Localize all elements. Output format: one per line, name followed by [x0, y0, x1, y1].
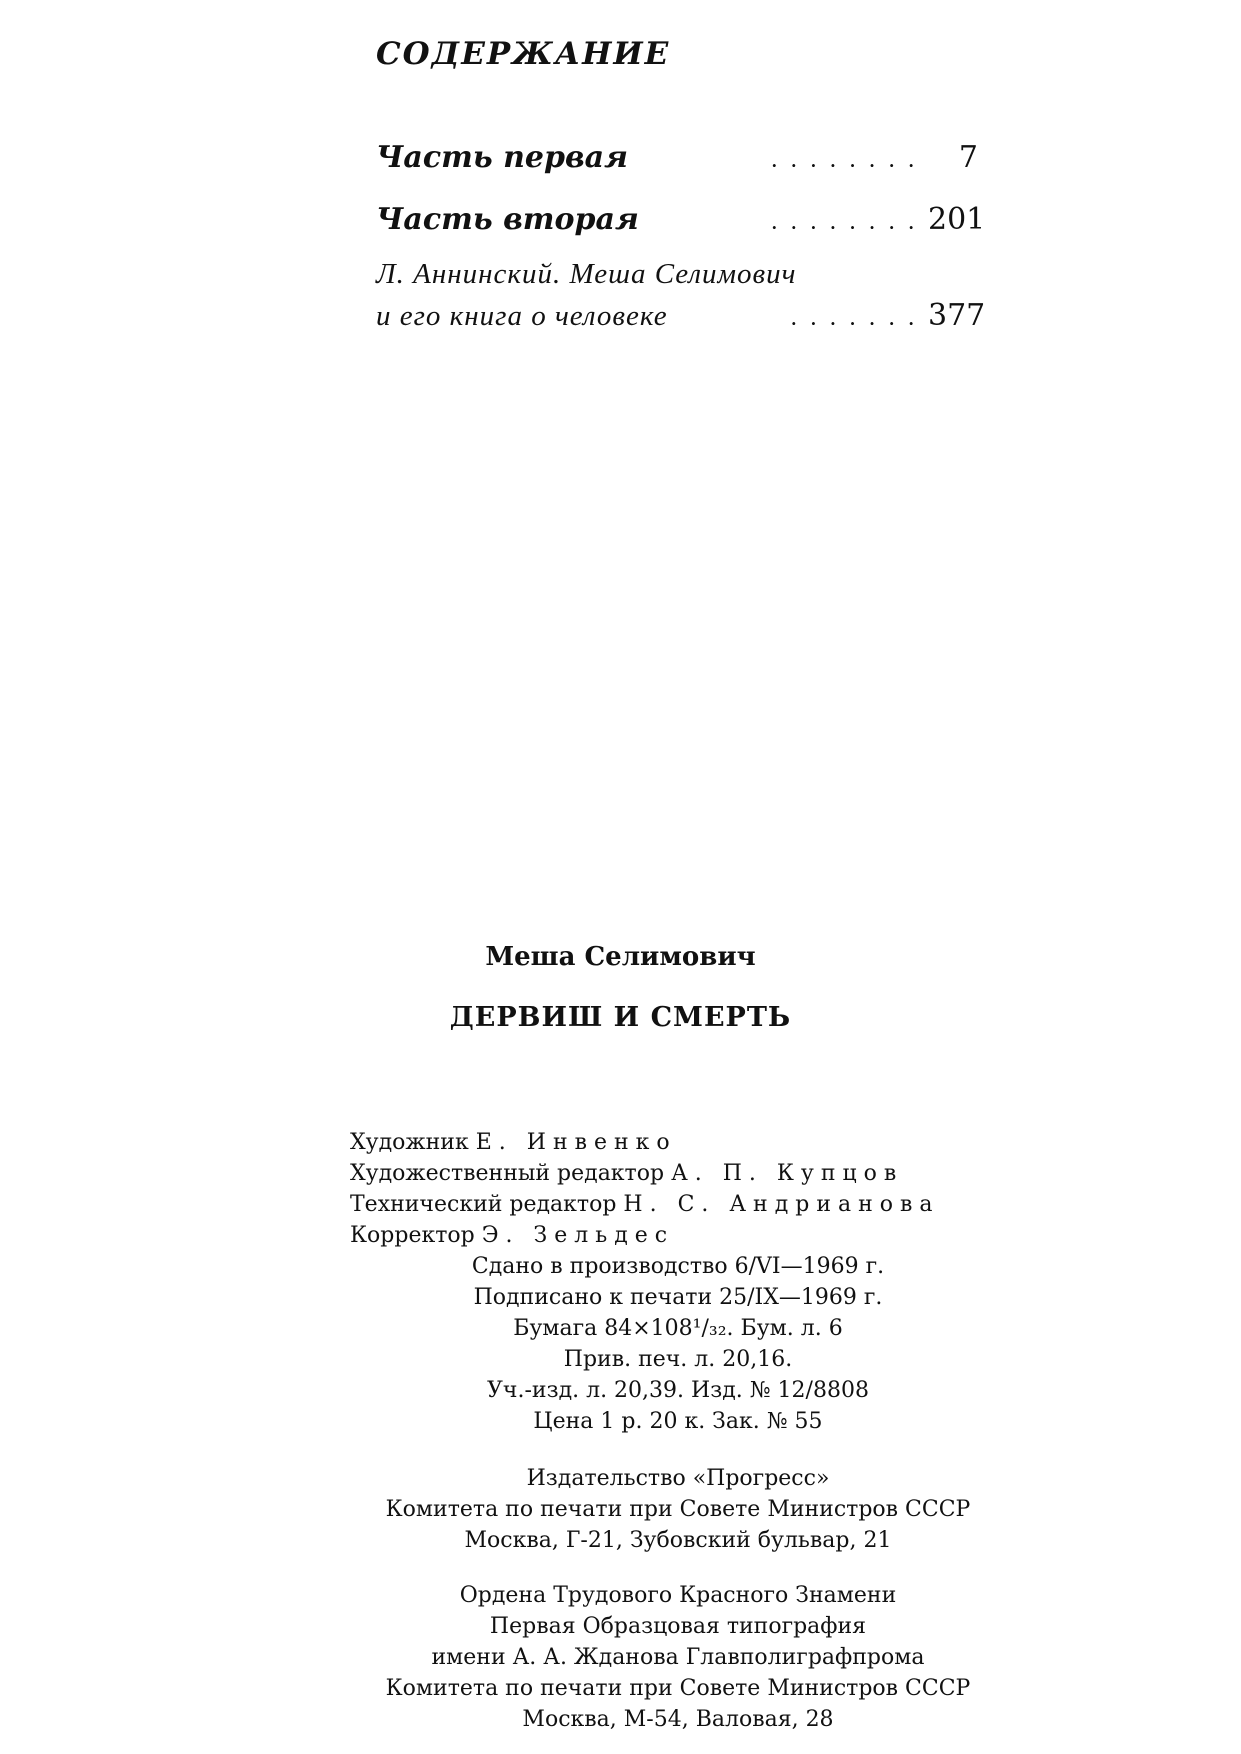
toc-entry-afterword [376, 298, 986, 333]
credit-name: Э. Зельдес [481, 1223, 675, 1248]
printer-line: Ордена Трудового Красного Знамени [459, 1583, 897, 1608]
toc-heading: СОДЕРЖАНИЕ [376, 36, 671, 72]
credit-name: А. П. Купцов [671, 1161, 904, 1186]
credit-proofreader [350, 1223, 674, 1248]
credit-art-editor [350, 1161, 903, 1186]
credit-role: Технический редактор [350, 1192, 617, 1217]
toc-leader-dots: ........ [771, 152, 928, 171]
production-line: Подписано к печати 25/IX—1969 г. [473, 1285, 883, 1310]
printer-line: имени А. А. Жданова Главполиграфпрома [431, 1645, 925, 1670]
toc-entry-part-one [376, 140, 978, 175]
toc-entry-label: Часть первая [376, 140, 628, 175]
credit-name: Е. Инвенко [475, 1130, 677, 1155]
publisher-line: Москва, Г-21, Зубовский бульвар, 21 [464, 1528, 892, 1553]
toc-entry-label: Часть вторая [376, 202, 639, 237]
printer-line: Москва, М-54, Валовая, 28 [522, 1707, 834, 1732]
publisher-line: Комитета по печати при Совете Министров СССР [385, 1497, 971, 1522]
credit-artist [350, 1130, 677, 1155]
toc-entry-page: 377 [928, 298, 986, 333]
imprint-author: Меша Селимович [485, 942, 756, 972]
printer-line: Первая Образцовая типография [489, 1614, 867, 1639]
toc-entry-part-two [376, 202, 986, 237]
credit-role: Корректор [350, 1223, 475, 1248]
toc-leader-dots: ........ [771, 214, 928, 233]
production-line: Уч.-изд. л. 20,39. Изд. № 12/8808 [487, 1378, 869, 1403]
toc-entry-page: 7 [958, 140, 978, 175]
toc-entry-label: и его книга о человеке [376, 300, 668, 332]
credit-tech-editor [350, 1192, 940, 1217]
production-line: Сдано в производство 6/VI—1969 г. [471, 1254, 885, 1279]
printer-line: Комитета по печати при Совете Министров СССР [385, 1676, 971, 1701]
credit-name: Н. С. Андрианова [623, 1192, 940, 1217]
toc-afterword-line1: Л. Аннинский. Меша Селимович [376, 258, 797, 290]
production-line: Бумага 84×108¹/₃₂. Бум. л. 6 [513, 1316, 843, 1341]
publisher-line: Издательство «Прогресс» [526, 1466, 830, 1491]
imprint-title: ДЕРВИШ И СМЕРТЬ [449, 1002, 792, 1033]
toc-entry-page: 201 [928, 202, 986, 237]
production-line: Прив. печ. л. 20,16. [563, 1347, 793, 1372]
toc-leader-dots: ....... [791, 310, 928, 329]
credit-role: Художник [350, 1130, 469, 1155]
production-line: Цена 1 р. 20 к. Зак. № 55 [533, 1409, 823, 1434]
credit-role: Художественный редактор [350, 1161, 665, 1186]
